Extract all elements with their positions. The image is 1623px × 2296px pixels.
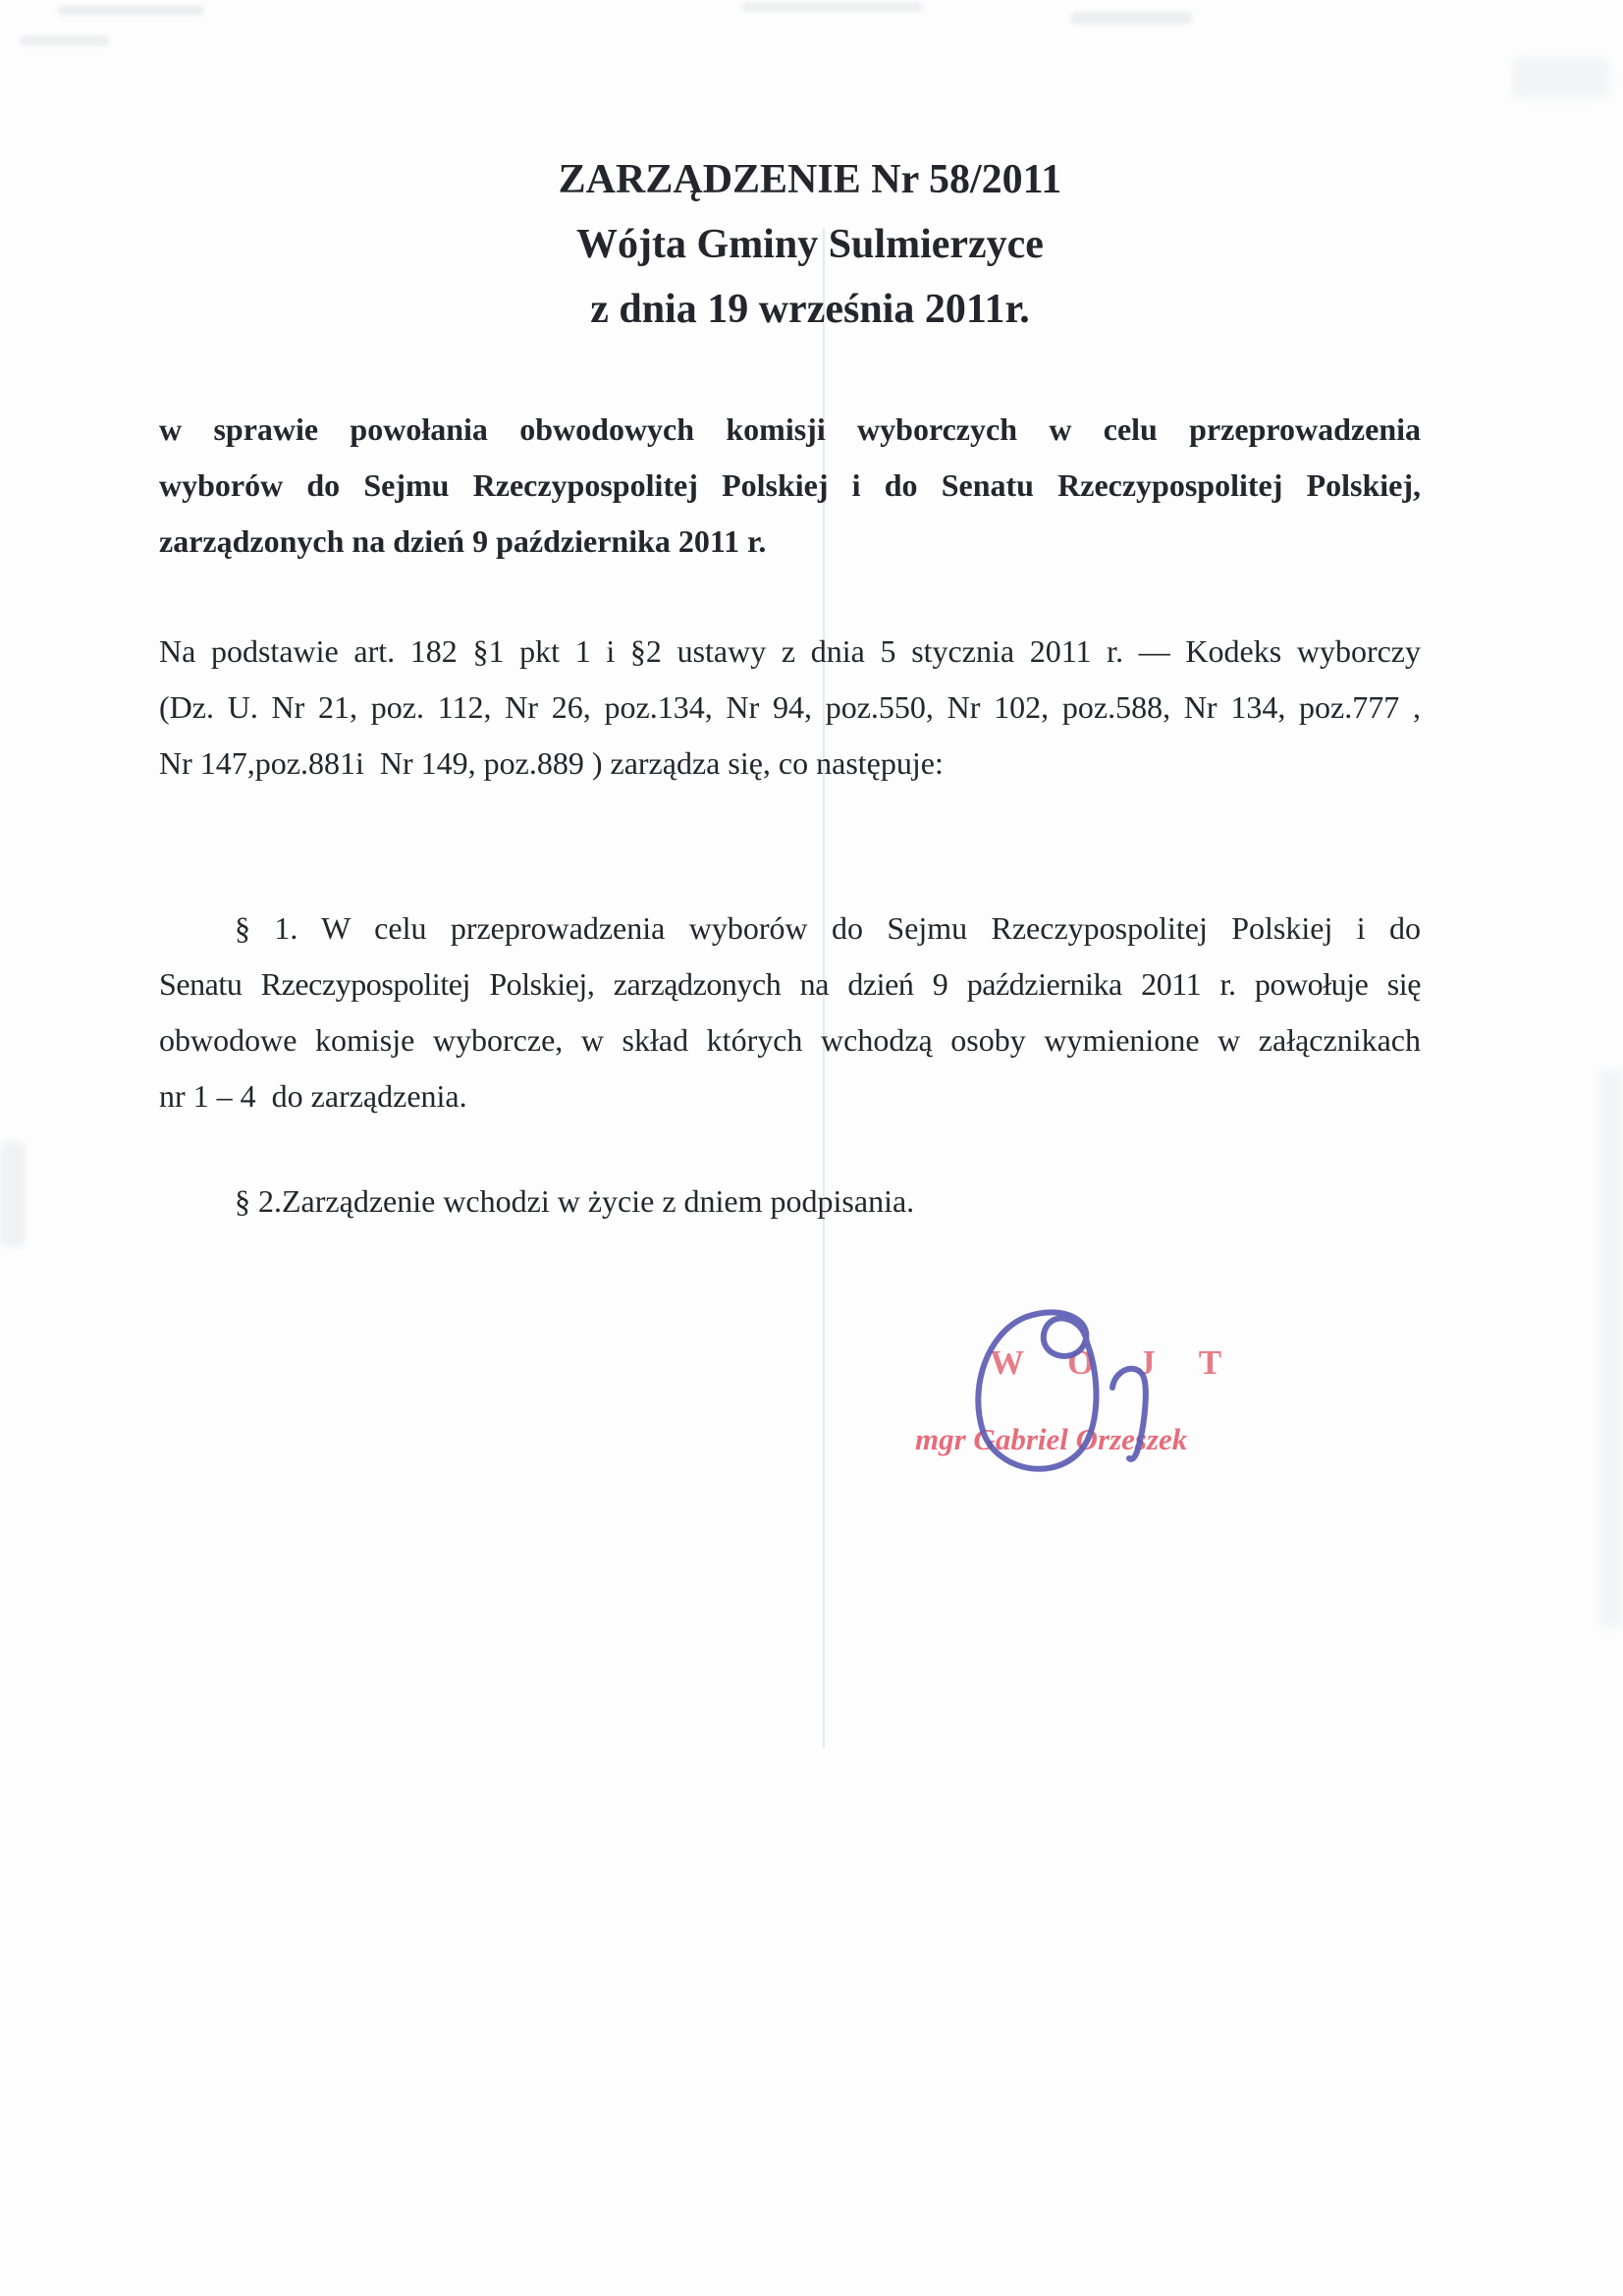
document-title <box>157 147 1463 342</box>
subject-line: zarządzonych na dzień 9 października 2011 r. <box>159 523 767 559</box>
signature-tail <box>1112 1369 1146 1459</box>
subject-line: w sprawie powołania obwodowych komisji wyborczych w celu przeprowadzenia <box>159 411 1421 447</box>
signature-loop <box>978 1312 1096 1468</box>
legal-basis-paragraph <box>159 624 1421 792</box>
scan-artifact <box>1512 57 1610 98</box>
legal-basis-line: (Dz. U. Nr 21, poz. 112, Nr 26, poz.134, Nr 94, poz.550, Nr 102, poz.588, Nr 134, poz.777 , <box>159 689 1421 725</box>
legal-basis-line: Na podstawie art. 182 §1 pkt 1 i §2 ustawy z dnia 5 stycznia 2011 r. — Kodeks wyborczy <box>159 633 1421 669</box>
subject-line: wyborów do Sejmu Rzeczypospolitej Polskiej i do Senatu Rzeczypospolitej Polskiej, <box>159 467 1421 503</box>
subject-paragraph <box>159 402 1421 570</box>
scan-artifact <box>0 1141 26 1247</box>
handwritten-signature-ink <box>957 1301 1173 1483</box>
paragraph-2-line: § 2.Zarządzenie wchodzi w życie z dniem podpisania. <box>235 1183 915 1219</box>
scan-artifact <box>1070 12 1193 25</box>
scan-artifact <box>1598 1068 1623 1628</box>
paragraph-1-line: obwodowe komisje wyborcze, w skład których wchodzą osoby wymienione w załącznikach <box>159 1022 1421 1058</box>
scan-artifact <box>57 5 204 16</box>
scan-artifact <box>741 2 923 12</box>
legal-basis-line: Nr 147,poz.881i Nr 149, poz.889 ) zarządza się, co następuje: <box>159 745 944 781</box>
title-line-1: ZARZĄDZENIE Nr 58/2011 <box>558 157 1062 202</box>
paragraph-1-line: Senatu Rzeczypospolitej Polskiej, zarządzonych na dzień 9 października 2011 r. powołuje się <box>159 966 1421 1002</box>
title-line-2: Wójta Gminy Sulmierzyce <box>576 222 1044 267</box>
title-line-3: z dnia 19 września 2011r. <box>590 287 1030 332</box>
paragraph-1-line: nr 1 – 4 do zarządzenia. <box>159 1078 467 1114</box>
stamp-wojt-text: W Ó J T <box>990 1343 1240 1382</box>
paragraph-1-line: § 1. W celu przeprowadzenia wyborów do Sejmu Rzeczypospolitej Polskiej i do <box>235 910 1421 946</box>
paragraph-2 <box>159 1174 1421 1230</box>
stamp-name-text: mgr Gabriel Orzeszek <box>915 1422 1188 1456</box>
scan-artifact <box>20 35 110 46</box>
paragraph-1 <box>159 901 1421 1124</box>
